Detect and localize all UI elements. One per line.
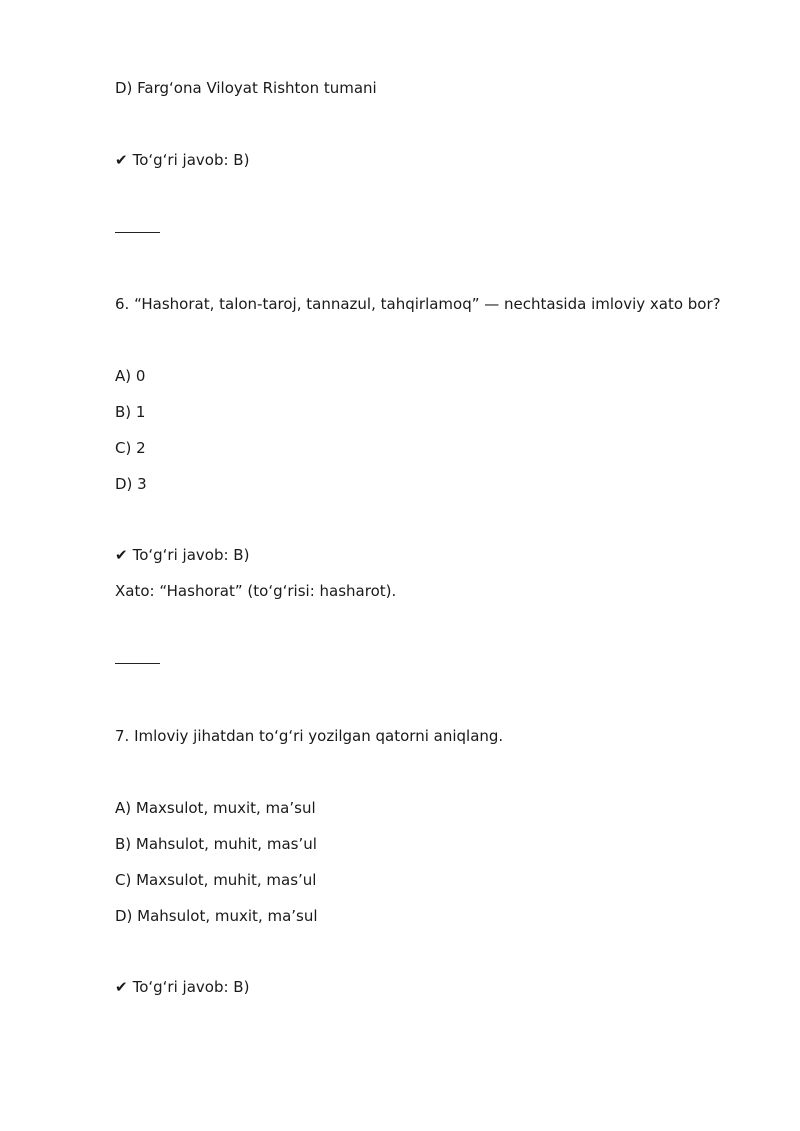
q6-option-c: C) 2 bbox=[115, 439, 146, 457]
q7-option-d: D) Mahsulot, muxit, ma’sul bbox=[115, 907, 318, 925]
q6-option-d: D) 3 bbox=[115, 475, 147, 493]
q6-answer bbox=[115, 545, 249, 565]
question-7-prompt: 7. Imloviy jihatdan to‘g‘ri yozilgan qatorni aniqlang. bbox=[115, 727, 504, 745]
checkmark-icon: ✔ bbox=[115, 546, 128, 564]
separator-line bbox=[115, 232, 160, 233]
answer-label: To‘g‘ri javob: B) bbox=[132, 546, 250, 564]
q6-option-a: A) 0 bbox=[115, 367, 146, 385]
checkmark-icon: ✔ bbox=[115, 978, 128, 996]
prev-option-d: D) Farg‘ona Viloyat Rishton tumani bbox=[115, 79, 377, 97]
answer-label: To‘g‘ri javob: B) bbox=[132, 978, 250, 996]
q7-answer bbox=[115, 977, 249, 997]
answer-label: To‘g‘ri javob: B) bbox=[132, 151, 250, 169]
checkmark-icon: ✔ bbox=[115, 151, 128, 169]
q7-option-c: C) Maxsulot, muhit, mas’ul bbox=[115, 871, 317, 889]
q7-option-a: A) Maxsulot, muxit, ma’sul bbox=[115, 799, 316, 817]
question-6-prompt: 6. “Hashorat, talon-taroj, tannazul, tahqirlamoq” — nechtasida imloviy xato bor? bbox=[115, 295, 721, 313]
q7-option-b: B) Mahsulot, muhit, mas’ul bbox=[115, 835, 317, 853]
q6-explanation: Xato: “Hashorat” (to‘g‘risi: hasharot). bbox=[115, 582, 397, 600]
q6-option-b: B) 1 bbox=[115, 403, 146, 421]
separator-line bbox=[115, 663, 160, 664]
prev-answer bbox=[115, 150, 249, 170]
